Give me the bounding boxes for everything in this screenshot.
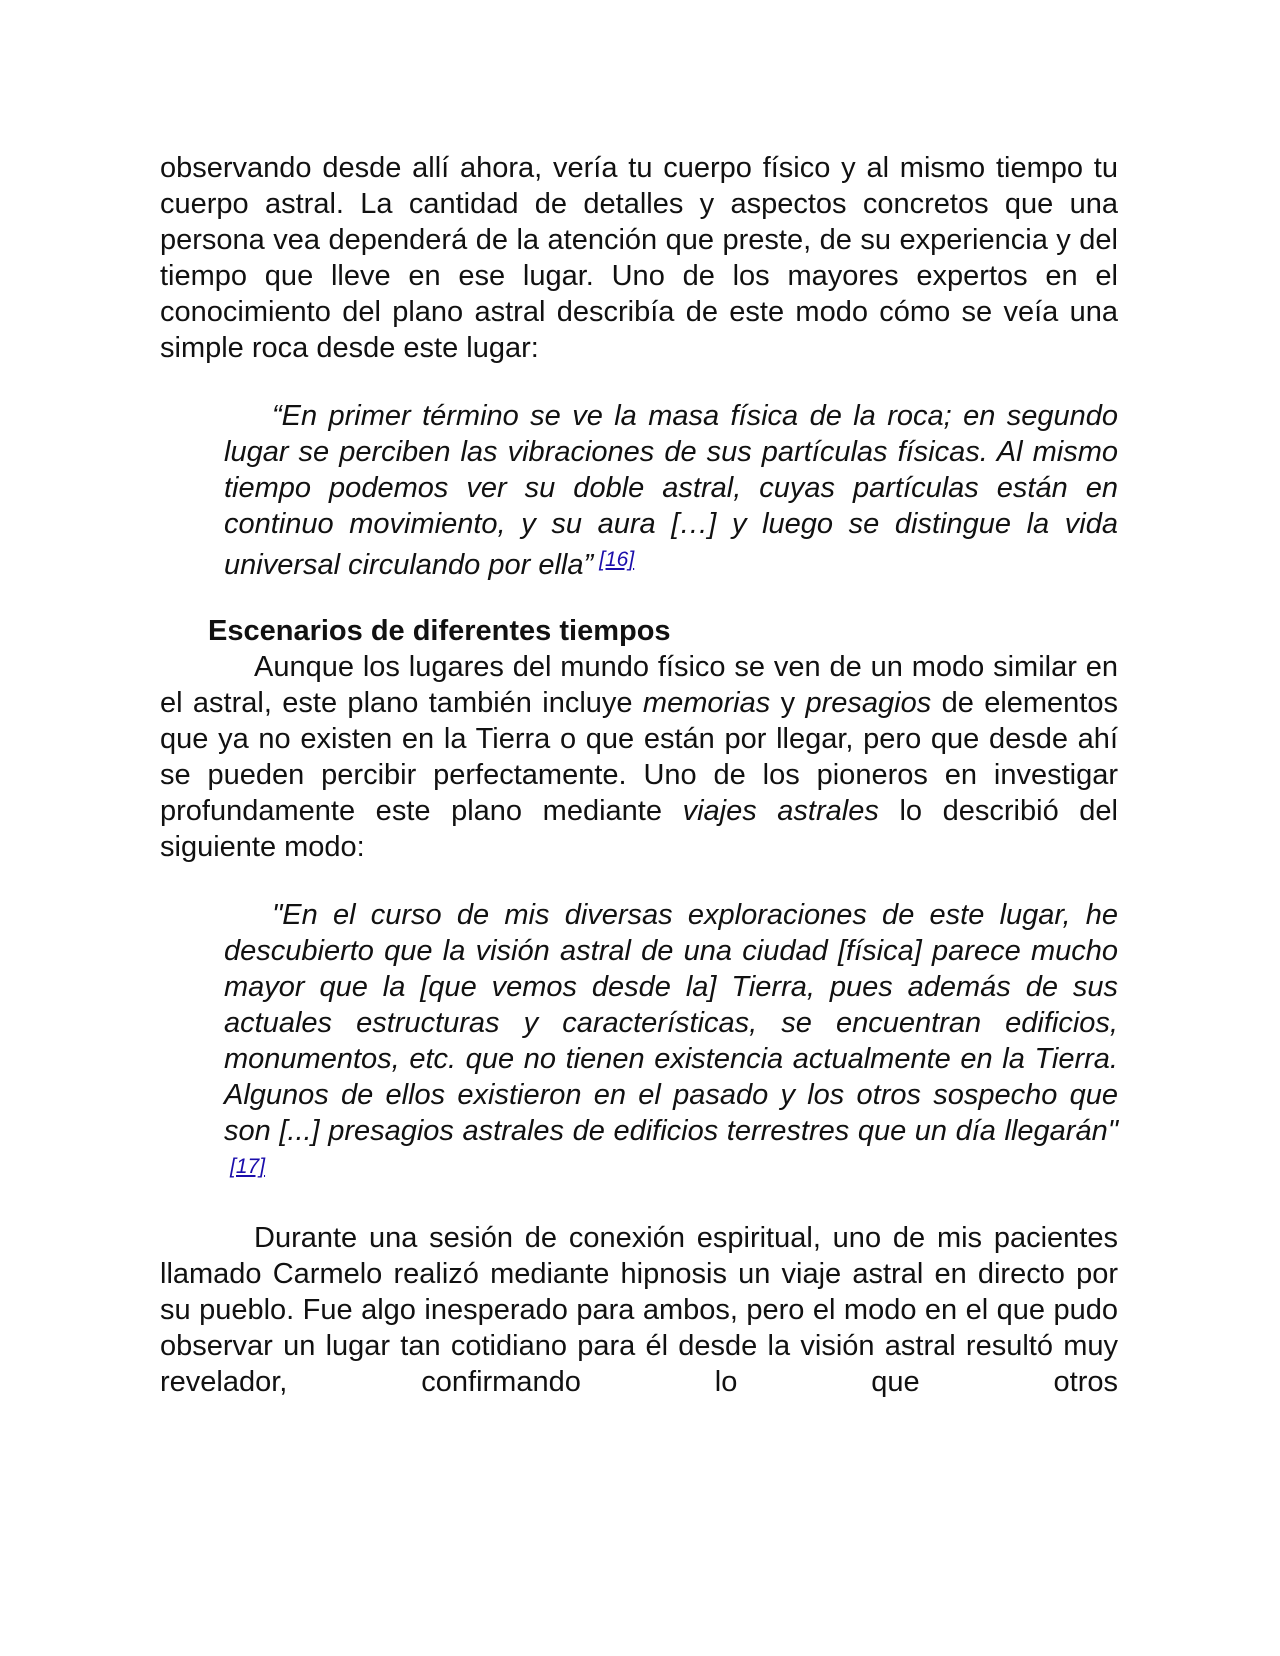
section-heading: Escenarios de diferentes tiempos bbox=[208, 615, 671, 647]
document-page bbox=[160, 150, 1118, 1400]
footnote-link[interactable]: [16] bbox=[599, 548, 635, 571]
emphasis-text: memorias bbox=[642, 687, 771, 719]
emphasis-text: presagios bbox=[805, 687, 932, 719]
paragraph-text: de elementos que ya no existen en la Tierra o que están por llegar, pero que desde ahí se pueden percibir perfectamente. Uno de los pioneros en investigar profundamente este plano mediante bbox=[160, 687, 1118, 827]
paragraph-text: Aunque los lugares del mundo físico se ven de un modo similar en el astral, este plano también incluye bbox=[160, 651, 1118, 719]
quote-text: “En primer término se ve la masa física de la roca; en segundo lugar se perciben las vibraciones de sus partículas físicas. Al mismo tiempo podemos ver su doble astral, cuyas partículas están en continuo movimiento, y su aura […] y luego se distingue la vida universal circulando por ella” bbox=[224, 400, 1118, 581]
footnote-link[interactable]: [17] bbox=[230, 1155, 266, 1178]
body-paragraph: observando desde allí ahora, vería tu cuerpo físico y al mismo tiempo tu cuerpo astral. La cantidad de detalles y aspectos concretos que una persona vea dependerá de la atención que preste, de su experiencia y del tiempo que lleve en ese lugar. Uno de los mayores expertos en el conocimiento del plano astral describía de este modo cómo se veía una simple roca desde este lugar: bbox=[160, 152, 1118, 364]
quote-text: "En el curso de mis diversas exploraciones de este lugar, he descubierto que la visión astral de una ciudad [física] parece mucho mayor que la [que vemos desde la] Tierra, pues además de sus actuales estructuras y características, se encuentran edificios, monumentos, etc. que no tienen existencia actualmente en la Tierra. Algunos de ellos existieron en el pasado y los otros sospecho que son [...] presagios astrales de edificios terrestres que un día llegarán" bbox=[224, 899, 1118, 1147]
block-quote bbox=[224, 897, 1118, 1190]
body-paragraph bbox=[160, 649, 1118, 865]
paragraph-text: y bbox=[770, 687, 806, 719]
block-quote bbox=[224, 398, 1118, 583]
body-paragraph: Durante una sesión de conexión espiritual, uno de mis pacientes llamado Carmelo realizó mediante hipnosis un viaje astral en directo por su pueblo. Fue algo inesperado para ambos, pero el modo en el que pudo observar un lugar tan cotidiano para él desde la visión astral resultó muy revelador, confirmando lo que otros bbox=[160, 1222, 1118, 1398]
paragraph-text: lo describió del siguiente modo: bbox=[160, 795, 1118, 863]
emphasis-text: viajes astrales bbox=[682, 795, 879, 827]
